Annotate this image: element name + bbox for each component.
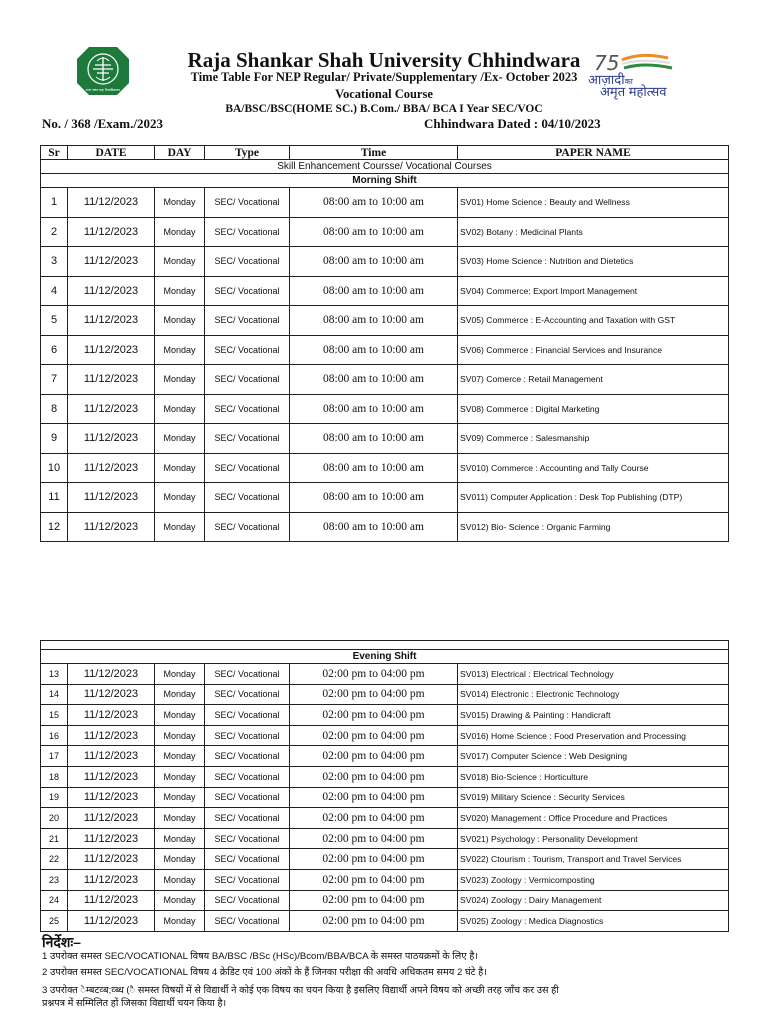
serial-cell: 10	[41, 453, 68, 483]
date-cell: 11/12/2023	[68, 188, 155, 218]
table-row	[41, 306, 729, 336]
table-row	[41, 787, 729, 808]
shift-label: Evening Shift	[41, 650, 729, 664]
instruction-3-line2: प्रश्नपत्र में सम्मिलित हों जिसका विद्यार्थी चयन किया है।	[42, 998, 227, 1009]
serial-cell: 11	[41, 483, 68, 513]
instruction-3	[42, 984, 722, 1010]
serial-cell: 7	[41, 365, 68, 395]
table-row	[41, 424, 729, 454]
logo-seal-text: राजा शंकर शाह विश्वविद्यालय	[85, 88, 121, 92]
type-cell: SEC/ Vocational	[205, 705, 290, 726]
date-cell: 11/12/2023	[68, 453, 155, 483]
serial-cell: 5	[41, 306, 68, 336]
date-cell: 11/12/2023	[68, 365, 155, 395]
day-cell: Monday	[155, 725, 205, 746]
serial-cell: 19	[41, 787, 68, 808]
azadi-text-small: का	[624, 77, 633, 86]
type-cell: SEC/ Vocational	[205, 828, 290, 849]
morning-shift-table	[40, 145, 729, 542]
time-cell: 02:00 pm to 04:00 pm	[290, 890, 458, 911]
time-cell: 02:00 pm to 04:00 pm	[290, 746, 458, 767]
evening-shift-table	[40, 640, 729, 932]
column-header: Sr	[41, 146, 68, 160]
day-cell: Monday	[155, 684, 205, 705]
paper-name-cell: SV024) Zoology : Dairy Management	[458, 890, 729, 911]
table-row	[41, 705, 729, 726]
day-cell: Monday	[155, 787, 205, 808]
serial-cell: 23	[41, 869, 68, 890]
date-cell: 11/12/2023	[68, 306, 155, 336]
day-cell: Monday	[155, 483, 205, 513]
day-cell: Monday	[155, 306, 205, 336]
day-cell: Monday	[155, 869, 205, 890]
column-header: DAY	[155, 146, 205, 160]
date-cell: 11/12/2023	[68, 766, 155, 787]
table-row	[41, 483, 729, 513]
day-cell: Monday	[155, 890, 205, 911]
date-cell: 11/12/2023	[68, 483, 155, 513]
paper-name-cell: SV021) Psychology : Personality Development	[458, 828, 729, 849]
type-cell: SEC/ Vocational	[205, 247, 290, 277]
paper-name-cell: SV018) Bio-Science : Horticulture	[458, 766, 729, 787]
date-cell: 11/12/2023	[68, 787, 155, 808]
type-cell: SEC/ Vocational	[205, 684, 290, 705]
date-cell: 11/12/2023	[68, 394, 155, 424]
day-cell: Monday	[155, 188, 205, 218]
table-row	[41, 217, 729, 247]
programs-subtitle: BA/BSC/BSC(HOME SC.) B.Com./ BBA/ BCA I Year SEC/VOC	[225, 103, 543, 115]
time-cell: 02:00 pm to 04:00 pm	[290, 828, 458, 849]
type-cell: SEC/ Vocational	[205, 365, 290, 395]
serial-cell: 21	[41, 828, 68, 849]
serial-cell: 25	[41, 911, 68, 932]
serial-cell: 18	[41, 766, 68, 787]
date-cell: 11/12/2023	[68, 808, 155, 829]
time-cell: 08:00 am to 10:00 am	[290, 247, 458, 277]
type-cell: SEC/ Vocational	[205, 276, 290, 306]
time-cell: 08:00 am to 10:00 am	[290, 453, 458, 483]
table-row	[41, 828, 729, 849]
table-row	[41, 766, 729, 787]
table-row	[41, 725, 729, 746]
paper-name-cell: SV010) Commerce : Accounting and Tally Course	[458, 453, 729, 483]
type-cell: SEC/ Vocational	[205, 394, 290, 424]
section-banner: Skill Enhancement Coursse/ Vocational Courses	[41, 160, 729, 174]
day-cell: Monday	[155, 808, 205, 829]
table-row	[41, 849, 729, 870]
paper-name-cell: SV03) Home Science : Nutrition and Dietetics	[458, 247, 729, 277]
table-row	[41, 808, 729, 829]
day-cell: Monday	[155, 705, 205, 726]
paper-name-cell: SV07) Comerce : Retail Management	[458, 365, 729, 395]
date-cell: 11/12/2023	[68, 890, 155, 911]
instruction-2: 2 उपरोक्त समस्त SEC/VOCATIONAL विषय 4 क्रेडिट एवं 100 अंकों के हैं जिनका परीक्षा की अवधि अधिकतम समय 2 घंटे है।	[42, 967, 487, 978]
table-row	[41, 746, 729, 767]
time-cell: 08:00 am to 10:00 am	[290, 188, 458, 218]
type-cell: SEC/ Vocational	[205, 335, 290, 365]
type-cell: SEC/ Vocational	[205, 849, 290, 870]
type-cell: SEC/ Vocational	[205, 911, 290, 932]
type-cell: SEC/ Vocational	[205, 188, 290, 218]
date-cell: 11/12/2023	[68, 705, 155, 726]
time-cell: 08:00 am to 10:00 am	[290, 217, 458, 247]
paper-name-cell: SV019) Military Science : Security Services	[458, 787, 729, 808]
day-cell: Monday	[155, 453, 205, 483]
day-cell: Monday	[155, 849, 205, 870]
paper-name-cell: SV02) Botany : Medicinal Plants	[458, 217, 729, 247]
timetable-subtitle: Time Table For NEP Regular/ Private/Supplementary /Ex- October 2023	[190, 70, 578, 84]
time-cell: 08:00 am to 10:00 am	[290, 365, 458, 395]
type-cell: SEC/ Vocational	[205, 424, 290, 454]
table-row	[41, 335, 729, 365]
paper-name-cell: SV017) Computer Science : Web Designing	[458, 746, 729, 767]
day-cell: Monday	[155, 217, 205, 247]
column-header: PAPER NAME	[458, 146, 729, 160]
day-cell: Monday	[155, 512, 205, 542]
time-cell: 02:00 pm to 04:00 pm	[290, 766, 458, 787]
shift-label: Morning Shift	[41, 174, 729, 188]
day-cell: Monday	[155, 276, 205, 306]
paper-name-cell: SV01) Home Science : Beauty and Wellness	[458, 188, 729, 218]
date-cell: 11/12/2023	[68, 664, 155, 685]
time-cell: 02:00 pm to 04:00 pm	[290, 725, 458, 746]
table-row	[41, 365, 729, 395]
instruction-3-line1: 3 उपरोक्त ेम्बटव्ब;व्ब्ध (ै समस्त विषयों में से विद्यार्थी ने कोई एक विषय का चयन किया है इसलिए विद्यार्थी अपने विषय को अच्छी तरह जाँच कर उस ही	[42, 985, 559, 996]
paper-name-cell: SV011) Computer Application : Desk Top Publishing (DTP)	[458, 483, 729, 513]
column-header: DATE	[68, 146, 155, 160]
azadi-text-1: आज़ादी	[588, 72, 625, 87]
type-cell: SEC/ Vocational	[205, 306, 290, 336]
paper-name-cell: SV05) Commerce : E-Accounting and Taxation with GST	[458, 306, 729, 336]
table-row	[41, 512, 729, 542]
paper-name-cell: SV014) Electronic : Electronic Technology	[458, 684, 729, 705]
instructions-heading: निर्देशः–	[42, 934, 81, 950]
table-row	[41, 869, 729, 890]
type-cell: SEC/ Vocational	[205, 869, 290, 890]
paper-name-cell: SV04) Commerce: Export Import Management	[458, 276, 729, 306]
day-cell: Monday	[155, 365, 205, 395]
azadi-text-2: अमृत महोत्सव	[600, 84, 667, 99]
day-cell: Monday	[155, 247, 205, 277]
table-row	[41, 911, 729, 932]
table-row	[41, 247, 729, 277]
course-subtitle: Vocational Course	[335, 87, 433, 101]
spacer-row	[41, 641, 729, 650]
time-cell: 02:00 pm to 04:00 pm	[290, 664, 458, 685]
day-cell: Monday	[155, 828, 205, 849]
table-row	[41, 188, 729, 218]
time-cell: 02:00 pm to 04:00 pm	[290, 705, 458, 726]
paper-name-cell: SV013) Electrical : Electrical Technology	[458, 664, 729, 685]
table-row	[41, 684, 729, 705]
column-header: Time	[290, 146, 458, 160]
date-cell: 11/12/2023	[68, 869, 155, 890]
instruction-1: 1 उपरोक्त समस्त SEC/VOCATIONAL विषय BA/BSC /BSc (HSc)/Bcom/BBA/BCA के समस्त पाठयक्रमों के लिए है।	[42, 951, 478, 962]
table-row	[41, 394, 729, 424]
date-cell: 11/12/2023	[68, 828, 155, 849]
serial-cell: 17	[41, 746, 68, 767]
day-cell: Monday	[155, 664, 205, 685]
column-header: Type	[205, 146, 290, 160]
paper-name-cell: SV015) Drawing & Painting : Handicraft	[458, 705, 729, 726]
day-cell: Monday	[155, 394, 205, 424]
serial-cell: 6	[41, 335, 68, 365]
day-cell: Monday	[155, 335, 205, 365]
date-cell: 11/12/2023	[68, 911, 155, 932]
time-cell: 02:00 pm to 04:00 pm	[290, 808, 458, 829]
table-header-row	[41, 146, 729, 160]
time-cell: 02:00 pm to 04:00 pm	[290, 869, 458, 890]
table-row	[41, 453, 729, 483]
table-row	[41, 276, 729, 306]
paper-name-cell: SV020) Management : Office Procedure and Practices	[458, 808, 729, 829]
reference-date: Chhindwara Dated : 04/10/2023	[424, 116, 601, 131]
paper-name-cell: SV06) Commerce : Financial Services and Insurance	[458, 335, 729, 365]
serial-cell: 24	[41, 890, 68, 911]
serial-cell: 15	[41, 705, 68, 726]
type-cell: SEC/ Vocational	[205, 787, 290, 808]
type-cell: SEC/ Vocational	[205, 725, 290, 746]
type-cell: SEC/ Vocational	[205, 664, 290, 685]
table-row	[41, 890, 729, 911]
time-cell: 08:00 am to 10:00 am	[290, 276, 458, 306]
time-cell: 02:00 pm to 04:00 pm	[290, 684, 458, 705]
day-cell: Monday	[155, 424, 205, 454]
type-cell: SEC/ Vocational	[205, 766, 290, 787]
serial-cell: 22	[41, 849, 68, 870]
university-title: Raja Shankar Shah University Chhindwara	[187, 48, 581, 72]
date-cell: 11/12/2023	[68, 684, 155, 705]
type-cell: SEC/ Vocational	[205, 512, 290, 542]
date-cell: 11/12/2023	[68, 276, 155, 306]
serial-cell: 12	[41, 512, 68, 542]
type-cell: SEC/ Vocational	[205, 453, 290, 483]
type-cell: SEC/ Vocational	[205, 746, 290, 767]
date-cell: 11/12/2023	[68, 725, 155, 746]
time-cell: 08:00 am to 10:00 am	[290, 306, 458, 336]
date-cell: 11/12/2023	[68, 335, 155, 365]
type-cell: SEC/ Vocational	[205, 808, 290, 829]
date-cell: 11/12/2023	[68, 746, 155, 767]
paper-name-cell: SV025) Zoology : Medica Diagnostics	[458, 911, 729, 932]
time-cell: 08:00 am to 10:00 am	[290, 394, 458, 424]
type-cell: SEC/ Vocational	[205, 483, 290, 513]
day-cell: Monday	[155, 746, 205, 767]
serial-cell: 3	[41, 247, 68, 277]
paper-name-cell: SV09) Commerce : Salesmanship	[458, 424, 729, 454]
serial-cell: 14	[41, 684, 68, 705]
azadi-75: 75	[594, 51, 620, 75]
day-cell: Monday	[155, 911, 205, 932]
serial-cell: 9	[41, 424, 68, 454]
time-cell: 08:00 am to 10:00 am	[290, 335, 458, 365]
time-cell: 08:00 am to 10:00 am	[290, 512, 458, 542]
day-cell: Monday	[155, 766, 205, 787]
date-cell: 11/12/2023	[68, 424, 155, 454]
time-cell: 02:00 pm to 04:00 pm	[290, 787, 458, 808]
serial-cell: 20	[41, 808, 68, 829]
date-cell: 11/12/2023	[68, 849, 155, 870]
serial-cell: 13	[41, 664, 68, 685]
date-cell: 11/12/2023	[68, 247, 155, 277]
paper-name-cell: SV023) Zoology : Vermicomposting	[458, 869, 729, 890]
type-cell: SEC/ Vocational	[205, 890, 290, 911]
time-cell: 02:00 pm to 04:00 pm	[290, 911, 458, 932]
date-cell: 11/12/2023	[68, 217, 155, 247]
table-row	[41, 664, 729, 685]
time-cell: 08:00 am to 10:00 am	[290, 424, 458, 454]
paper-name-cell: SV08) Commerce : Digital Marketing	[458, 394, 729, 424]
serial-cell: 8	[41, 394, 68, 424]
time-cell: 02:00 pm to 04:00 pm	[290, 849, 458, 870]
serial-cell: 4	[41, 276, 68, 306]
serial-cell: 2	[41, 217, 68, 247]
paper-name-cell: SV022) Ctourism : Tourism, Transport and Travel Services	[458, 849, 729, 870]
serial-cell: 16	[41, 725, 68, 746]
reference-number: No. / 368 /Exam./2023	[42, 116, 163, 131]
serial-cell: 1	[41, 188, 68, 218]
type-cell: SEC/ Vocational	[205, 217, 290, 247]
time-cell: 08:00 am to 10:00 am	[290, 483, 458, 513]
date-cell: 11/12/2023	[68, 512, 155, 542]
paper-name-cell: SV016) Home Science : Food Preservation and Processing	[458, 725, 729, 746]
paper-name-cell: SV012) Bio- Science : Organic Farming	[458, 512, 729, 542]
